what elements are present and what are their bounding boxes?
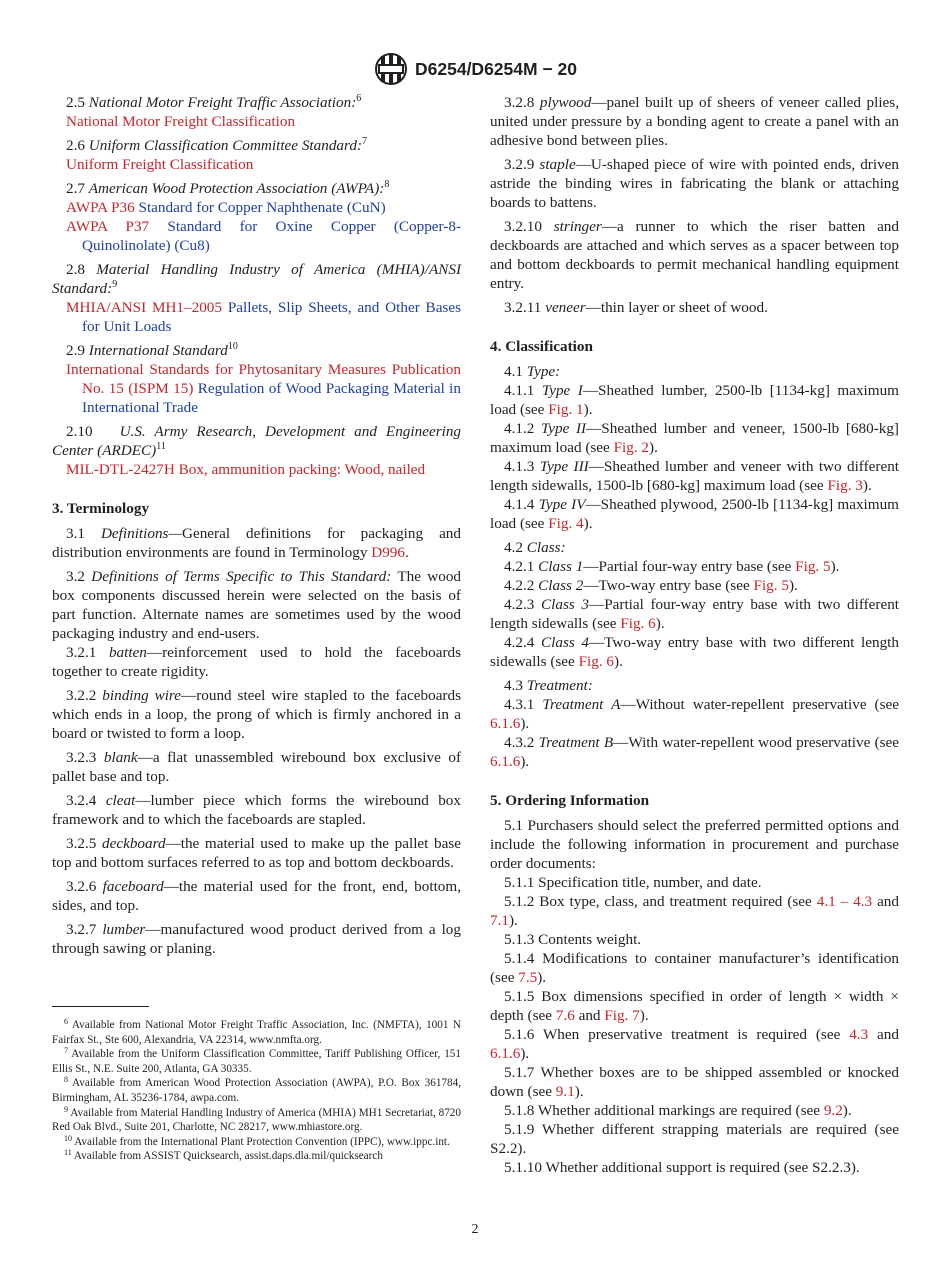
mil-dtl-link[interactable]: MIL-DTL-2427H Box, ammunition packing: Wood, nailed bbox=[66, 461, 426, 478]
mhia-link[interactable]: MHIA/ANSI MH1–2005 bbox=[66, 299, 222, 316]
def-blank: 3.2.3 blank—a flat unassembled wirebound box exclusive of pallet base and top. bbox=[52, 749, 462, 785]
ref-4-3-link[interactable]: 4.3 bbox=[849, 1026, 869, 1043]
para-5-1: 5.1 Purchasers should select the preferred permitted options and include the following information in procurement and purchase order documents: bbox=[490, 817, 899, 872]
footnote: $^9$ Available from Material Handling Industry of America (MHIA) MH1 Secretariat, 8720 Red Oak Blvd., Suite 201, Charlotte, NC 28217, www.mhiastore.org. bbox=[52, 1104, 461, 1134]
ref-6-1-6-link[interactable]: 6.1.6 bbox=[490, 1045, 521, 1062]
page-header bbox=[0, 52, 950, 86]
para-3-2: 3.2 Definitions of Terms Specific to This Standard: The wood box components discussed herein were selected on the basis of part function. Alternate names are sometimes used by the wood packaging industry and end-users. bbox=[52, 568, 462, 642]
footnote: $^{10}$ Available from the International Plant Protection Convention (IPPC), www.ippc.int. bbox=[64, 1133, 450, 1148]
mil-dtl-line bbox=[52, 460, 461, 479]
footnote: $^6$ Available from National Motor Freight Traffic Association, Inc. (NMFTA), 1001 N Fairfax St., Ste 600, Alexandria, VA 22314, www.nmfta.org. bbox=[52, 1017, 462, 1046]
awpa-p36-link[interactable]: AWPA P36 bbox=[66, 199, 135, 216]
item-5-1-6: 5.1.6 When preservative treatment is required (see 4.3 and 6.1.6). bbox=[490, 1026, 899, 1062]
def-cleat: 3.2.4 cleat—lumber piece which forms the wirebound box framework and to which the faceboards are stapled. bbox=[52, 792, 461, 828]
def-faceboard: 3.2.6 faceboard—the material used for the front, end, bottom, sides, and top. bbox=[52, 878, 461, 914]
ref-2-5: 2.5 National Motor Freight Traffic Association:$^6$ bbox=[66, 93, 362, 111]
def-plywood: 3.2.8 plywood—panel built up of sheers of veneer called plies, united under pressure by a bonding agent to create a panel with an adhesive bond between plies. bbox=[490, 94, 900, 149]
document-title: D6254/D6254M − 20 bbox=[415, 58, 577, 79]
ref-2-9: 2.9 International Standard$^{10}$ bbox=[66, 341, 238, 359]
mhia-line bbox=[52, 298, 461, 336]
type-4: 4.1.4 Type IV—Sheathed plywood, 2500-lb [1134-kg] maximum load (see Fig. 4). bbox=[490, 496, 899, 532]
fig-5-link[interactable]: Fig. 5 bbox=[795, 558, 831, 575]
footnotes bbox=[52, 1018, 461, 1164]
left-column bbox=[52, 93, 461, 963]
nmfc-link[interactable]: National Motor Freight Classification bbox=[66, 113, 296, 130]
fig-4-link[interactable]: Fig. 4 bbox=[548, 515, 584, 532]
right-column bbox=[490, 93, 899, 1177]
footnote-divider bbox=[52, 1006, 149, 1007]
type-1: 4.1.1 Type I—Sheathed lumber, 2500-lb [1134-kg] maximum load (see Fig. 1). bbox=[490, 382, 899, 418]
fig-5-link[interactable]: Fig. 5 bbox=[753, 577, 789, 594]
item-5-1-10: 5.1.10 Whether additional support is required (see S2.2.3). bbox=[504, 1159, 860, 1176]
treatment-a: 4.3.1 Treatment A—Without water-repellent preservative (see 6.1.6). bbox=[490, 696, 899, 732]
para-4-2: 4.2 Class: bbox=[504, 539, 566, 556]
item-5-1-1: 5.1.1 Specification title, number, and date. bbox=[504, 874, 762, 891]
ref-2-8: 2.8 Material Handling Industry of America (MHIA)/ANSI Standard:$^9$ bbox=[52, 261, 462, 297]
class-1: 4.2.1 Class 1—Partial four-way entry base (see Fig. 5). bbox=[504, 558, 840, 575]
ref-2-5-link-line bbox=[52, 112, 461, 131]
ispm-link[interactable]: International Standards for Phytosanitary Measures Publication No. 15 (ISPM 15) bbox=[66, 361, 461, 397]
awpa-p37-title-link[interactable]: Standard for Oxine Copper (Copper-8-Quinolinolate) (Cu8) bbox=[82, 218, 461, 254]
item-5-1-2: 5.1.2 Box type, class, and treatment required (see 4.1 – 4.3 and 7.1). bbox=[490, 893, 899, 929]
def-batten: 3.2.1 batten—reinforcement used to hold the faceboards together to create rigidity. bbox=[52, 644, 462, 680]
fig-7-link[interactable]: Fig. 7 bbox=[604, 1007, 640, 1024]
ispm-title-link[interactable]: Regulation of Wood Packaging Material in International Trade bbox=[82, 380, 461, 416]
item-5-1-3: 5.1.3 Contents weight. bbox=[504, 931, 642, 948]
awpa-p37-link[interactable]: AWPA P37 bbox=[66, 218, 150, 235]
ref-6-1-6-link[interactable]: 6.1.6 bbox=[490, 753, 521, 770]
ispm-line bbox=[52, 360, 461, 417]
ref-7-6-link[interactable]: 7.6 bbox=[555, 1007, 575, 1024]
d996-link[interactable]: D996 bbox=[371, 544, 405, 561]
item-5-1-5: 5.1.5 Box dimensions specified in order of length × width × depth (see 7.6 and Fig. 7). bbox=[490, 988, 899, 1024]
def-staple: 3.2.9 staple—U-shaped piece of wire with pointed ends, driven astride the binding wires in fabricating the blank or attaching boards to battens. bbox=[490, 156, 900, 211]
section-3-heading: 3. Terminology bbox=[52, 500, 150, 517]
ref-7-1-link[interactable]: 7.1 bbox=[490, 912, 509, 929]
def-binding-wire: 3.2.2 binding wire—round steel wire stapled to the faceboards which ends in a loop, the prong of which is firmly anchored in a board or twisted to form a loop. bbox=[52, 687, 461, 742]
ref-2-6-link-line bbox=[52, 155, 461, 174]
ref-7-5-link[interactable]: 7.5 bbox=[518, 969, 538, 986]
ref-9-1-link[interactable]: 9.1 bbox=[555, 1083, 575, 1100]
astm-logo-icon bbox=[373, 52, 409, 86]
footnote: $^8$ Available from American Wood Protection Association (AWPA), P.O. Box 361784, Birmingham, AL 35236-1784, awpa.com. bbox=[52, 1075, 462, 1104]
ref-2-10: 2.10 U.S. Army Research, Development and Engineering Center (ARDEC)$^{11}$ bbox=[52, 423, 462, 459]
def-veneer: 3.2.11 veneer—thin layer or sheet of wood. bbox=[504, 299, 768, 316]
treatment-b: 4.3.2 Treatment B—With water-repellent wood preservative (see 6.1.6). bbox=[490, 734, 900, 770]
class-3: 4.2.3 Class 3—Partial four-way entry base with two different length sidewalls (see Fig. 6). bbox=[490, 596, 900, 632]
fig-2-link[interactable]: Fig. 2 bbox=[613, 439, 650, 456]
ref-9-2-link[interactable]: 9.2 bbox=[823, 1102, 843, 1119]
footnote: $^7$ Available from the Uniform Classification Committee, Tariff Publishing Officer, 151 Ellis St., N.E. Suite 200, Atlanta, GA 30335. bbox=[52, 1046, 461, 1075]
item-5-1-9: 5.1.9 Whether different strapping materials are required (see S2.2). bbox=[490, 1121, 899, 1157]
ref-2-6: 2.6 Uniform Classification Committee Standard:$^7$ bbox=[66, 136, 368, 154]
fig-6-link[interactable]: Fig. 6 bbox=[620, 615, 656, 632]
awpa-p37-line bbox=[52, 217, 461, 255]
fig-3-link[interactable]: Fig. 3 bbox=[827, 477, 863, 494]
item-5-1-8: 5.1.8 Whether additional markings are required (see 9.2). bbox=[504, 1102, 852, 1119]
ref-2-7: 2.7 American Wood Protection Association (AWPA):$^8$ bbox=[66, 179, 390, 197]
type-3: 4.1.3 Type III—Sheathed lumber and veneer with two different length sidewalls, 1500-lb [680-kg] maximum load (see Fig. 3). bbox=[490, 458, 900, 494]
section-4-heading: 4. Classification bbox=[490, 338, 593, 355]
section-5-heading: 5. Ordering Information bbox=[490, 792, 650, 809]
def-lumber: 3.2.7 lumber—manufactured wood product derived from a log through sawing or planing. bbox=[52, 921, 461, 957]
fig-6-link[interactable]: Fig. 6 bbox=[578, 653, 615, 670]
uniform-freight-link[interactable]: Uniform Freight Classification bbox=[66, 156, 254, 173]
para-4-3: 4.3 Treatment: bbox=[504, 677, 593, 694]
type-2: 4.1.2 Type II—Sheathed lumber and veneer, 1500-lb [680-kg] maximum load (see Fig. 2). bbox=[490, 420, 899, 456]
class-2: 4.2.2 Class 2—Two-way entry base (see Fig. 5). bbox=[504, 577, 798, 594]
footnote: $^{11}$ Available from ASSIST Quicksearch, assist.daps.dla.mil/quicksearch bbox=[64, 1148, 383, 1163]
page-number: 2 bbox=[471, 1222, 479, 1237]
awpa-p36-title-link[interactable]: Standard for Copper Naphthenate (CuN) bbox=[138, 199, 386, 216]
def-stringer: 3.2.10 stringer—a runner to which the riser batten and deckboards are attached and which serves as a spacer between top and bottom deckboards to permit mechanical handling equipment entry. bbox=[490, 218, 899, 292]
ref-6-1-6-link[interactable]: 6.1.6 bbox=[490, 715, 521, 732]
item-5-1-7: 5.1.7 Whether boxes are to be shipped assembled or knocked down (see 9.1). bbox=[490, 1064, 899, 1100]
awpa-p36-line bbox=[52, 198, 461, 217]
class-4: 4.2.4 Class 4—Two-way entry base with two different length sidewalls (see Fig. 6). bbox=[490, 634, 899, 670]
fig-1-link[interactable]: Fig. 1 bbox=[548, 401, 584, 418]
def-deckboard: 3.2.5 deckboard—the material used to make up the pallet base top and bottom surfaces referred to as top and bottom deckboards. bbox=[52, 835, 462, 871]
ref-4-1-4-3-link[interactable]: 4.1 – 4.3 bbox=[816, 893, 873, 910]
para-3-1: 3.1 Definitions—General definitions for packaging and distribution environments are found in Terminology D996. bbox=[52, 525, 461, 561]
mhia-title-link[interactable]: Pallets, Slip Sheets, and Other Bases for Unit Loads bbox=[82, 299, 461, 335]
para-4-1: 4.1 Type: bbox=[504, 363, 561, 380]
item-5-1-4: 5.1.4 Modifications to container manufacturer’s identification (see 7.5). bbox=[490, 950, 899, 986]
